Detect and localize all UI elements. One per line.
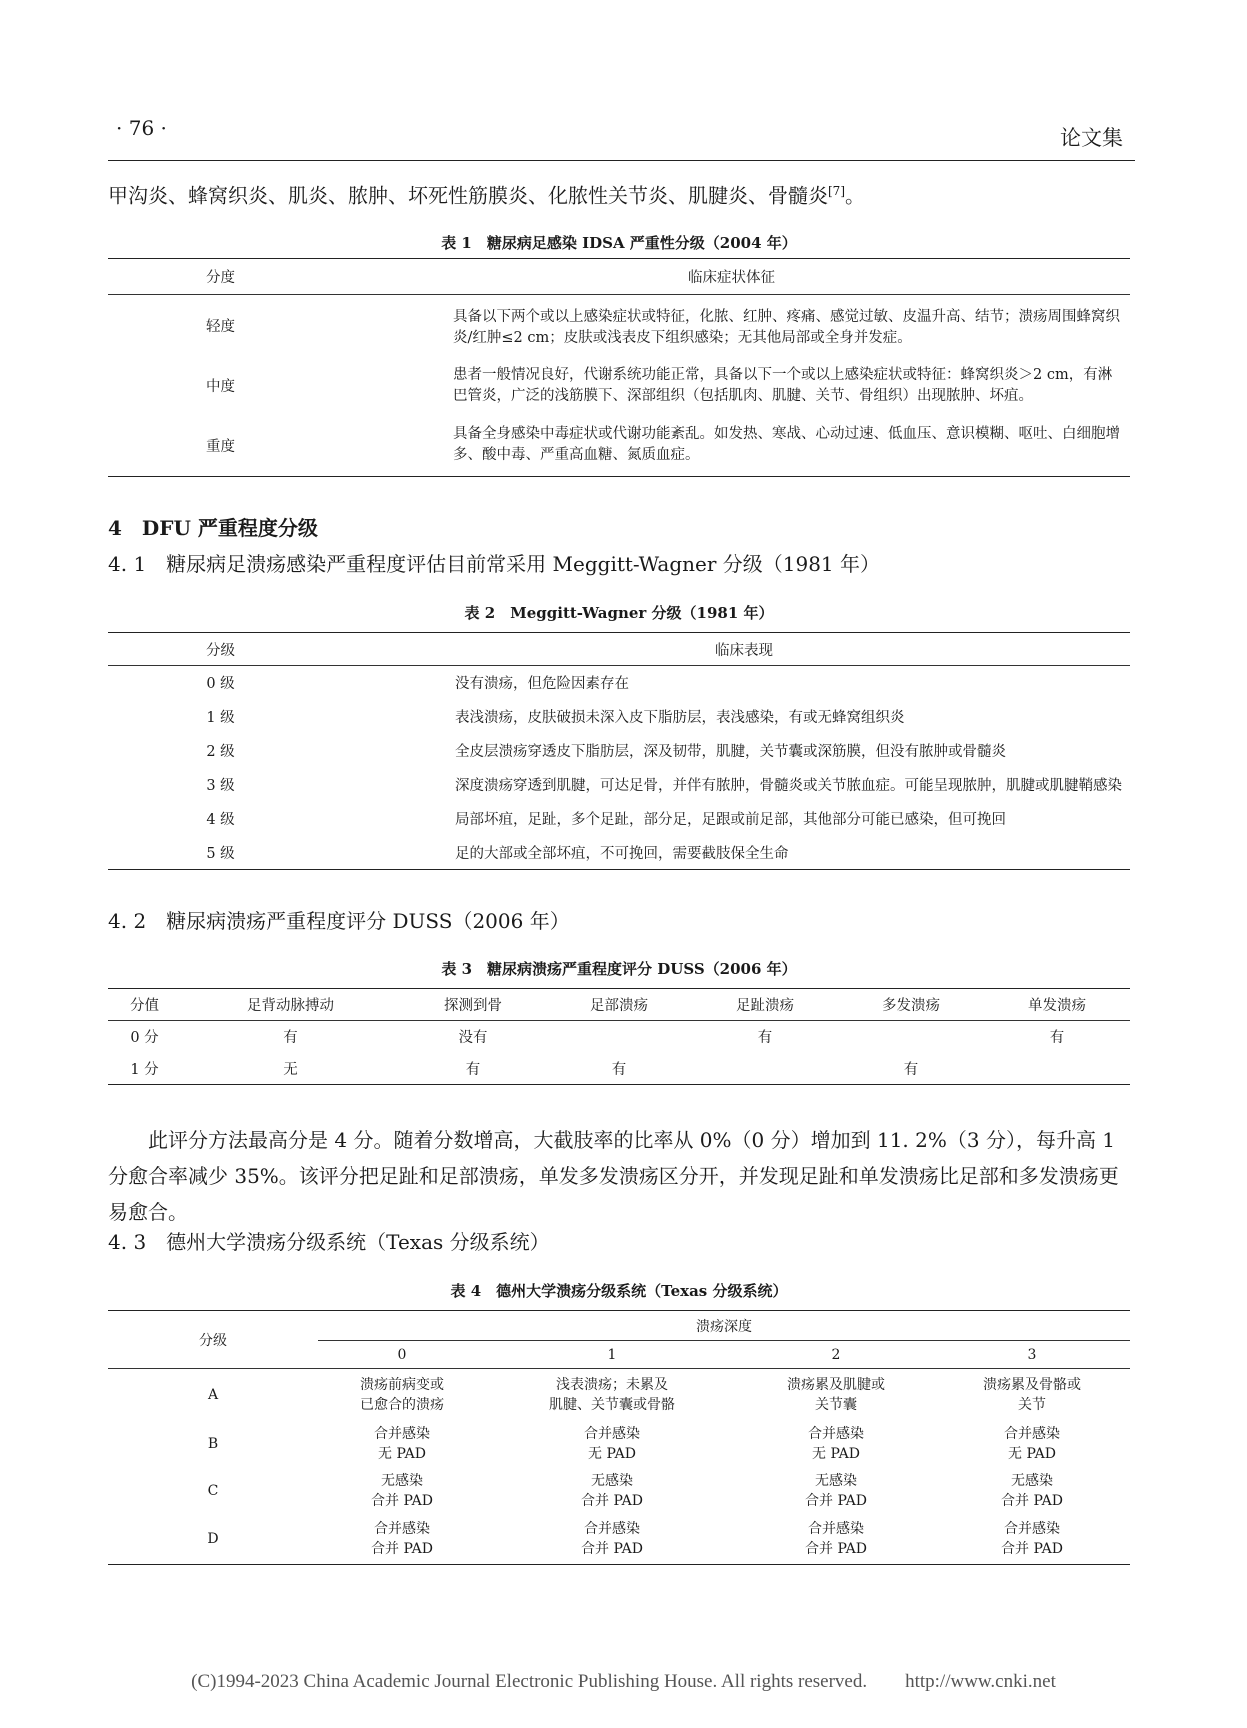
table1-desc: 患者一般情况良好，代谢系统功能正常，具备以下一个或以上感染症状或特征：蜂窝织炎＞2 cm，有淋巴管炎，广泛的浅筋膜下、深部组织（包括肌肉、肌腱、关节、骨组织）出现脓肿、坏疽。 [453, 366, 1113, 404]
table4-header-depth: 溃疡深度 [318, 1311, 1130, 1341]
section-4-2-heading: 4. 2 糖尿病溃疡严重程度评分 DUSS（2006 年） [108, 909, 570, 933]
table4-cell: 无感染 合并 PAD [1001, 1473, 1063, 1509]
table3-cell [838, 1021, 984, 1053]
table2-grade: 3 级 [206, 778, 235, 794]
table3-cell [692, 1053, 838, 1085]
body-paragraph: 此评分方法最高分是 4 分。随着分数增高，大截肢率的比率从 0%（0 分）增加到 11. 2%（3 分），每升高 1 分愈合率减少 35%。该评分把足趾和足部溃疡，单发多发溃疡区分开，并发现足趾和单发溃疡比足部和多发溃疡更易愈合。 [108, 1128, 1119, 1224]
table3 [108, 988, 1130, 1085]
table2-desc: 局部坏疽，足趾，多个足趾，部分足，足跟或前足部，其他部分可能已感染，但可挽回 [455, 812, 1006, 828]
table4 [108, 1310, 1130, 1565]
table4-cell: 无感染 合并 PAD [371, 1473, 433, 1509]
table2-grade: 4 级 [206, 812, 235, 828]
table3-cell [546, 1021, 692, 1053]
table2 [108, 632, 1130, 870]
table4-cell: 合并感染 合并 PAD [581, 1521, 643, 1558]
table-row [108, 666, 1130, 700]
table3-cell: 有 [1049, 1030, 1065, 1047]
table4-cell: 溃疡累及肌腱或 关节囊 [787, 1376, 885, 1413]
intro-line: 甲沟炎、蜂窝织炎、肌炎、脓肿、坏死性筋膜炎、化脓性关节炎、肌腱炎、骨髓炎[7]。 [108, 183, 865, 208]
table1-header-desc: 临床症状体征 [688, 270, 775, 286]
table4-cell: 无感染 合并 PAD [581, 1473, 643, 1509]
table2-grade: 1 级 [206, 710, 235, 726]
table-row [108, 768, 1130, 802]
table3-cell: 有 [283, 1030, 298, 1047]
table3-header: 多发溃疡 [882, 998, 940, 1014]
table4-cell: 合并感染 合并 PAD [1001, 1521, 1063, 1558]
table2-grade: 2 级 [206, 744, 235, 760]
table3-cell: 0 分 [130, 1030, 159, 1047]
section-4-heading: 4 DFU 严重程度分级 [108, 516, 318, 540]
table1-caption: 表 1 糖尿病足感染 IDSA 严重性分级（2004 年） [441, 234, 797, 252]
page-header [108, 112, 1133, 160]
table-row [108, 802, 1130, 836]
page-number: · 76 · [116, 116, 167, 140]
table-row [108, 734, 1130, 768]
table2-desc: 没有溃疡，但危险因素存在 [455, 676, 629, 693]
table4-cell: 无感染 合并 PAD [805, 1473, 867, 1509]
table-row [108, 415, 1130, 477]
table4-grade: D [207, 1531, 219, 1548]
copyright-footer: (C)1994-2023 China Academic Journal Electronic Publishing House. All rights reserved. http://www.cnki.net [191, 1671, 1056, 1692]
table3-cell: 有 [465, 1061, 481, 1078]
table4-depth: 2 [831, 1346, 841, 1363]
table2-desc: 足的大部或全部坏疽，不可挽回，需要截肢保全生命 [455, 845, 789, 862]
table2-grade: 5 级 [206, 845, 235, 862]
table3-header: 探测到骨 [444, 998, 502, 1014]
table3-cell: 没有 [458, 1030, 488, 1047]
table-row [108, 1468, 1130, 1515]
table4-grade: C [207, 1483, 219, 1499]
table3-header: 足部溃疡 [590, 998, 648, 1014]
table-row [108, 1021, 1130, 1053]
section-4-3-heading: 4. 3 德州大学溃疡分级系统（Texas 分级系统） [108, 1230, 550, 1254]
table-row [108, 700, 1130, 734]
table2-desc: 全皮层溃疡穿透皮下脂肪层，深及韧带，肌腱，关节囊或深筋膜，但没有脓肿或骨髓炎 [455, 744, 1006, 760]
table4-cell: 合并感染 无 PAD [1004, 1426, 1060, 1462]
table1-grade: 中度 [206, 379, 235, 395]
table3-header: 单发溃疡 [1028, 998, 1086, 1014]
table3-caption: 表 3 糖尿病溃疡严重程度评分 DUSS（2006 年） [441, 960, 797, 978]
table1 [108, 258, 1130, 477]
citation: [7] [828, 184, 845, 198]
table4-cell: 浅表溃疡；未累及 肌腱、关节囊或骨骼 [549, 1376, 675, 1413]
table4-cell: 溃疡累及骨骼或 关节 [983, 1376, 1081, 1413]
table-row [108, 1421, 1130, 1468]
table2-grade: 0 级 [206, 676, 235, 693]
table3-cell: 有 [611, 1061, 627, 1078]
table3-cell: 无 [283, 1061, 298, 1078]
table2-header-grade: 分级 [206, 642, 235, 659]
journal-title: 论文集 [1060, 126, 1123, 150]
table-row [108, 295, 1130, 357]
table3-header: 分值 [130, 998, 159, 1014]
table4-cell: 合并感染 合并 PAD [371, 1521, 433, 1558]
table4-cell: 溃疡前病变或 已愈合的溃疡 [360, 1376, 444, 1413]
table4-grade: A [207, 1386, 219, 1403]
table3-cell: 有 [757, 1030, 773, 1047]
table3-cell: 1 分 [130, 1061, 159, 1078]
table2-desc: 深度溃疡穿透到肌腱，可达足骨，并伴有脓肿，骨髓炎或关节脓血症。可能呈现脓肿，肌腱或肌腱鞘感染 [455, 778, 1122, 794]
table-row [108, 357, 1130, 415]
table3-header: 足趾溃疡 [736, 998, 794, 1014]
table1-grade: 轻度 [206, 319, 235, 336]
header-rule [108, 160, 1135, 161]
table4-cell: 合并感染 无 PAD [584, 1426, 640, 1462]
table3-header: 足背动脉搏动 [247, 998, 334, 1014]
table1-header-grade: 分度 [206, 270, 235, 286]
table3-cell [984, 1053, 1130, 1085]
table3-cell: 有 [903, 1061, 919, 1078]
table4-grade: B [207, 1436, 219, 1452]
table4-cell: 合并感染 无 PAD [374, 1426, 430, 1462]
table4-depth: 1 [607, 1346, 617, 1363]
table-row [108, 1515, 1130, 1565]
section-4-1-heading: 4. 1 糖尿病足溃疡感染严重程度评估目前常采用 Meggitt-Wagner 分级（1981 年） [108, 552, 881, 576]
table1-desc: 具备以下两个或以上感染症状或特征，化脓、红肿、疼痛、感觉过敏、皮温升高、结节；溃疡周围蜂窝织炎/红肿≤2 cm；皮肤或浅表皮下组织感染；无其他局部或全身并发症。 [453, 308, 1120, 346]
table4-cell: 合并感染 合并 PAD [805, 1521, 867, 1558]
table4-depth: 3 [1027, 1346, 1037, 1363]
table4-depth: 0 [397, 1346, 407, 1363]
table4-caption: 表 4 德州大学溃疡分级系统（Texas 分级系统） [450, 1282, 788, 1300]
table2-desc: 表浅溃疡，皮肤破损未深入皮下脂肪层，表浅感染，有或无蜂窝组织炎 [455, 710, 905, 726]
table2-header-desc: 临床表现 [715, 642, 773, 659]
table4-header-grade: 分级 [108, 1311, 318, 1369]
table1-desc: 具备全身感染中毒症状或代谢功能紊乱。如发热、寒战、心动过速、低血压、意识模糊、呕吐、白细胞增多、酸中毒、严重高血糖、氮质血症。 [453, 426, 1120, 464]
table4-cell: 合并感染 无 PAD [808, 1426, 864, 1462]
table-row [108, 1053, 1130, 1085]
table2-caption: 表 2 Meggitt-Wagner 分级（1981 年） [464, 604, 774, 622]
table-row [108, 836, 1130, 870]
table-row [108, 1369, 1130, 1421]
table1-grade: 重度 [206, 438, 235, 455]
